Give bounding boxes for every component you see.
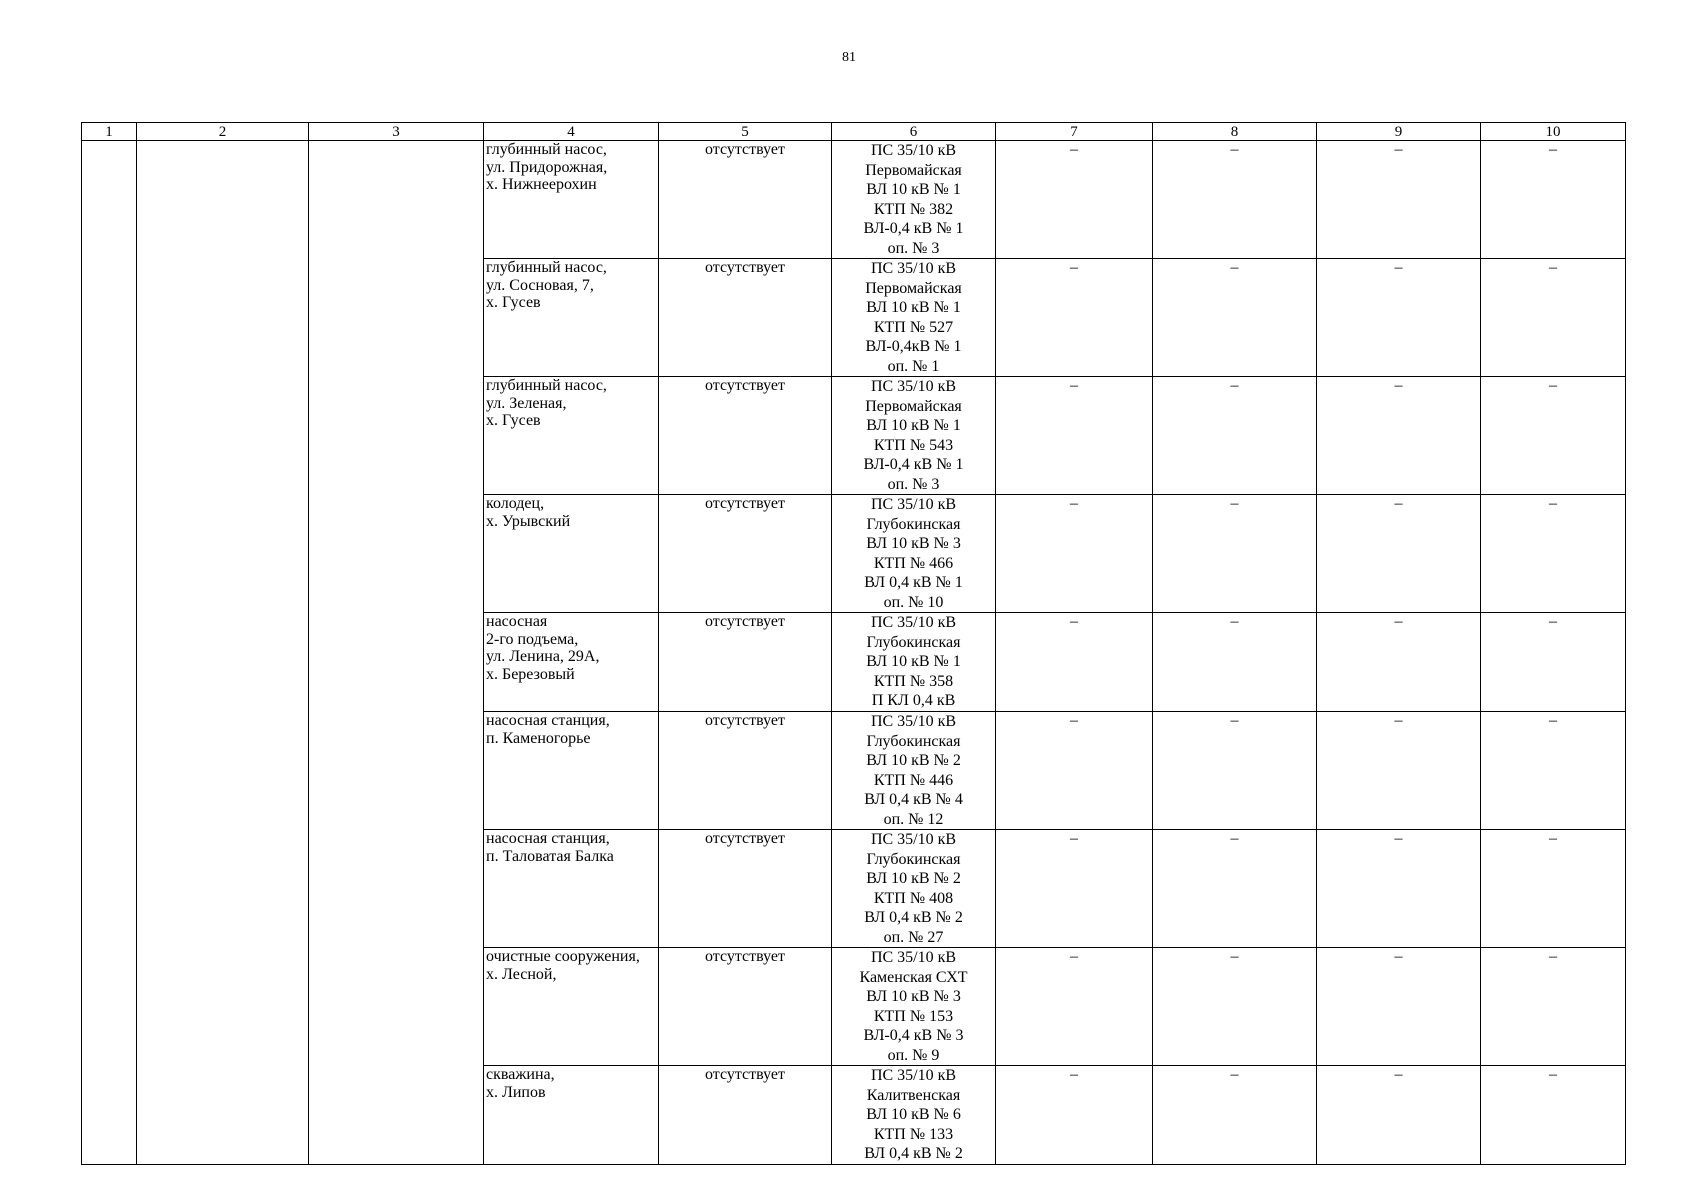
dash-cell-8: – <box>1153 141 1317 259</box>
object-cell <box>484 613 659 712</box>
power-source-line: ВЛ-0,4 кВ № 3 <box>863 1027 964 1044</box>
dash-cell-10: – <box>1481 259 1626 377</box>
object-line: х. Нижнеерохин <box>486 176 597 193</box>
power-source-line: ПС 35/10 кВ <box>870 1067 957 1084</box>
dash-cell-8: – <box>1153 712 1317 830</box>
dash-cell-10: – <box>1481 712 1626 830</box>
object-cell <box>484 259 659 377</box>
object-line: х. Липов <box>486 1083 546 1101</box>
power-source-line: оп. № 3 <box>887 239 940 257</box>
power-source-cell <box>832 712 996 830</box>
dash-cell-8: – <box>1153 377 1317 495</box>
dash-cell-10: – <box>1481 141 1626 259</box>
object-cell <box>484 948 659 1066</box>
object-line: х. Лесной, <box>486 965 557 983</box>
object-line: насосная станция, <box>486 830 610 847</box>
dash-cell-9: – <box>1317 1066 1481 1165</box>
power-source-line: ВЛ-0,4 кВ № 1 <box>863 456 964 473</box>
power-source-line: ВЛ-0,4кВ № 1 <box>865 338 962 355</box>
power-source-cell <box>832 495 996 613</box>
power-source-line: КТП № 466 <box>873 554 954 572</box>
object-cell <box>484 141 659 259</box>
column-header-2: 2 <box>137 123 309 141</box>
power-source-line: ВЛ 10 кВ № 1 <box>866 417 961 434</box>
object-line: х. Березовый <box>486 665 575 683</box>
power-source-line: КТП № 527 <box>873 318 954 336</box>
power-source-line: ВЛ-0,4 кВ № 1 <box>863 220 964 237</box>
dash-cell-8: – <box>1153 948 1317 1066</box>
dash-cell-8: – <box>1153 830 1317 948</box>
status-cell: отсутствует <box>659 141 832 259</box>
dash-cell-9: – <box>1317 259 1481 377</box>
dash-cell-10: – <box>1481 948 1626 1066</box>
object-cell <box>484 712 659 830</box>
dash-cell-10: – <box>1481 1066 1626 1165</box>
power-source-line: оп. № 27 <box>883 928 944 946</box>
power-source-cell <box>832 1066 996 1165</box>
power-source-line: ПС 35/10 кВ <box>870 831 957 848</box>
power-source-line: ПС 35/10 кВ <box>870 614 957 631</box>
power-source-line: ПС 35/10 кВ <box>870 713 957 730</box>
power-source-line: Глубокинская <box>866 633 961 651</box>
object-line: ул. Зеленая, <box>486 394 567 412</box>
table-row <box>82 141 1626 259</box>
column-header-5: 5 <box>659 123 832 141</box>
object-line: глубинный насос, <box>486 259 607 276</box>
col-1-cell <box>82 141 137 1165</box>
power-source-line: ПС 35/10 кВ <box>870 142 957 159</box>
power-source-cell <box>832 259 996 377</box>
object-line: насосная станция, <box>486 712 610 729</box>
object-line: скважина, <box>486 1066 555 1083</box>
status-cell: отсутствует <box>659 495 832 613</box>
power-source-line: КТП № 543 <box>873 436 954 454</box>
dash-cell-10: – <box>1481 613 1626 712</box>
power-source-line: КТП № 382 <box>873 200 954 218</box>
dash-cell-7: – <box>996 377 1153 495</box>
object-line: х. Урывский <box>486 512 571 530</box>
dash-cell-7: – <box>996 613 1153 712</box>
power-source-line: оп. № 12 <box>883 810 944 828</box>
object-line: х. Гусев <box>486 294 541 311</box>
power-source-line: ВЛ 10 кВ № 6 <box>866 1106 961 1123</box>
column-header-6: 6 <box>832 123 996 141</box>
power-source-line: П КЛ 0,4 кВ <box>871 692 956 709</box>
col-2-cell <box>137 141 309 1165</box>
power-source-line: ВЛ 10 кВ № 2 <box>866 752 961 769</box>
column-header-1: 1 <box>82 123 137 141</box>
header-row <box>82 123 1626 141</box>
power-source-line: Глубокинская <box>866 850 961 868</box>
power-source-line: оп. № 10 <box>883 593 944 611</box>
power-source-line: ВЛ 0,4 кВ № 2 <box>864 1145 963 1162</box>
object-cell <box>484 830 659 948</box>
dash-cell-8: – <box>1153 259 1317 377</box>
dash-cell-10: – <box>1481 495 1626 613</box>
object-line: глубинный насос, <box>486 377 607 394</box>
power-source-line: оп. № 3 <box>887 475 940 493</box>
status-cell: отсутствует <box>659 948 832 1066</box>
power-source-line: Калитвенская <box>866 1086 961 1104</box>
power-source-line: ПС 35/10 кВ <box>870 260 957 277</box>
column-header-4: 4 <box>484 123 659 141</box>
power-source-line: ПС 35/10 кВ <box>870 378 957 395</box>
dash-cell-9: – <box>1317 377 1481 495</box>
power-source-line: КТП № 133 <box>873 1125 954 1143</box>
object-cell <box>484 495 659 613</box>
object-line: ул. Сосновая, 7, <box>486 276 594 294</box>
dash-cell-9: – <box>1317 495 1481 613</box>
object-line: глубинный насос, <box>486 141 607 158</box>
dash-cell-7: – <box>996 948 1153 1066</box>
power-source-line: ВЛ 10 кВ № 2 <box>866 870 961 887</box>
power-source-cell <box>832 377 996 495</box>
power-source-line: ВЛ 10 кВ № 1 <box>866 299 961 316</box>
power-source-line: КТП № 408 <box>873 889 954 907</box>
status-cell: отсутствует <box>659 377 832 495</box>
dash-cell-8: – <box>1153 613 1317 712</box>
dash-cell-7: – <box>996 495 1153 613</box>
power-source-line: Первомайская <box>865 279 962 297</box>
dash-cell-8: – <box>1153 1066 1317 1165</box>
object-line: насосная <box>486 613 548 630</box>
dash-cell-10: – <box>1481 830 1626 948</box>
power-source-line: ВЛ 10 кВ № 1 <box>866 181 961 198</box>
dash-cell-7: – <box>996 141 1153 259</box>
power-source-line: ВЛ 10 кВ № 3 <box>866 535 961 552</box>
dash-cell-7: – <box>996 712 1153 830</box>
power-source-line: Первомайская <box>865 397 962 415</box>
object-line: х. Гусев <box>486 412 541 429</box>
dash-cell-7: – <box>996 259 1153 377</box>
power-source-line: ВЛ 0,4 кВ № 2 <box>864 909 963 926</box>
column-header-8: 8 <box>1153 123 1317 141</box>
power-source-line: оп. № 9 <box>887 1046 940 1064</box>
power-source-cell <box>832 948 996 1066</box>
power-source-cell <box>832 613 996 712</box>
object-line: п. Каменогорье <box>486 729 591 747</box>
object-cell <box>484 377 659 495</box>
column-header-9: 9 <box>1317 123 1481 141</box>
dash-cell-8: – <box>1153 495 1317 613</box>
status-cell: отсутствует <box>659 830 832 948</box>
dash-cell-9: – <box>1317 613 1481 712</box>
column-header-10: 10 <box>1481 123 1626 141</box>
object-line: 2-го подъема, <box>486 630 579 648</box>
power-source-line: Каменская СХТ <box>859 968 968 986</box>
power-source-line: ВЛ 10 кВ № 1 <box>866 653 961 670</box>
dash-cell-10: – <box>1481 377 1626 495</box>
power-source-line: Первомайская <box>865 161 962 179</box>
page-number: 81 <box>842 50 856 65</box>
dash-cell-7: – <box>996 830 1153 948</box>
object-line: очистные сооружения, <box>486 948 640 965</box>
status-cell: отсутствует <box>659 259 832 377</box>
power-source-line: ВЛ 0,4 кВ № 4 <box>864 791 963 808</box>
power-source-line: КТП № 358 <box>873 672 954 690</box>
power-source-line: ПС 35/10 кВ <box>870 496 957 513</box>
power-source-line: оп. № 1 <box>887 357 940 375</box>
power-source-cell <box>832 141 996 259</box>
object-line: колодец, <box>486 495 545 512</box>
dash-cell-9: – <box>1317 712 1481 830</box>
object-line: ул. Придорожная, <box>486 158 608 176</box>
dash-cell-9: – <box>1317 948 1481 1066</box>
power-source-line: Глубокинская <box>866 515 961 533</box>
object-line: ул. Ленина, 29А, <box>486 648 600 665</box>
power-source-line: Глубокинская <box>866 732 961 750</box>
power-source-line: ВЛ 10 кВ № 3 <box>866 988 961 1005</box>
dash-cell-9: – <box>1317 830 1481 948</box>
col-3-cell <box>309 141 484 1165</box>
power-source-line: КТП № 153 <box>873 1007 954 1025</box>
power-source-line: ПС 35/10 кВ <box>870 949 957 966</box>
object-line: п. Таловатая Балка <box>486 847 614 865</box>
object-cell <box>484 1066 659 1165</box>
power-source-line: КТП № 446 <box>873 771 954 789</box>
status-cell: отсутствует <box>659 613 832 712</box>
dash-cell-7: – <box>996 1066 1153 1165</box>
column-header-3: 3 <box>309 123 484 141</box>
column-header-7: 7 <box>996 123 1153 141</box>
data-table <box>81 122 1626 1165</box>
status-cell: отсутствует <box>659 712 832 830</box>
status-cell: отсутствует <box>659 1066 832 1165</box>
dash-cell-9: – <box>1317 141 1481 259</box>
power-source-line: ВЛ 0,4 кВ № 1 <box>864 574 963 591</box>
power-source-cell <box>832 830 996 948</box>
